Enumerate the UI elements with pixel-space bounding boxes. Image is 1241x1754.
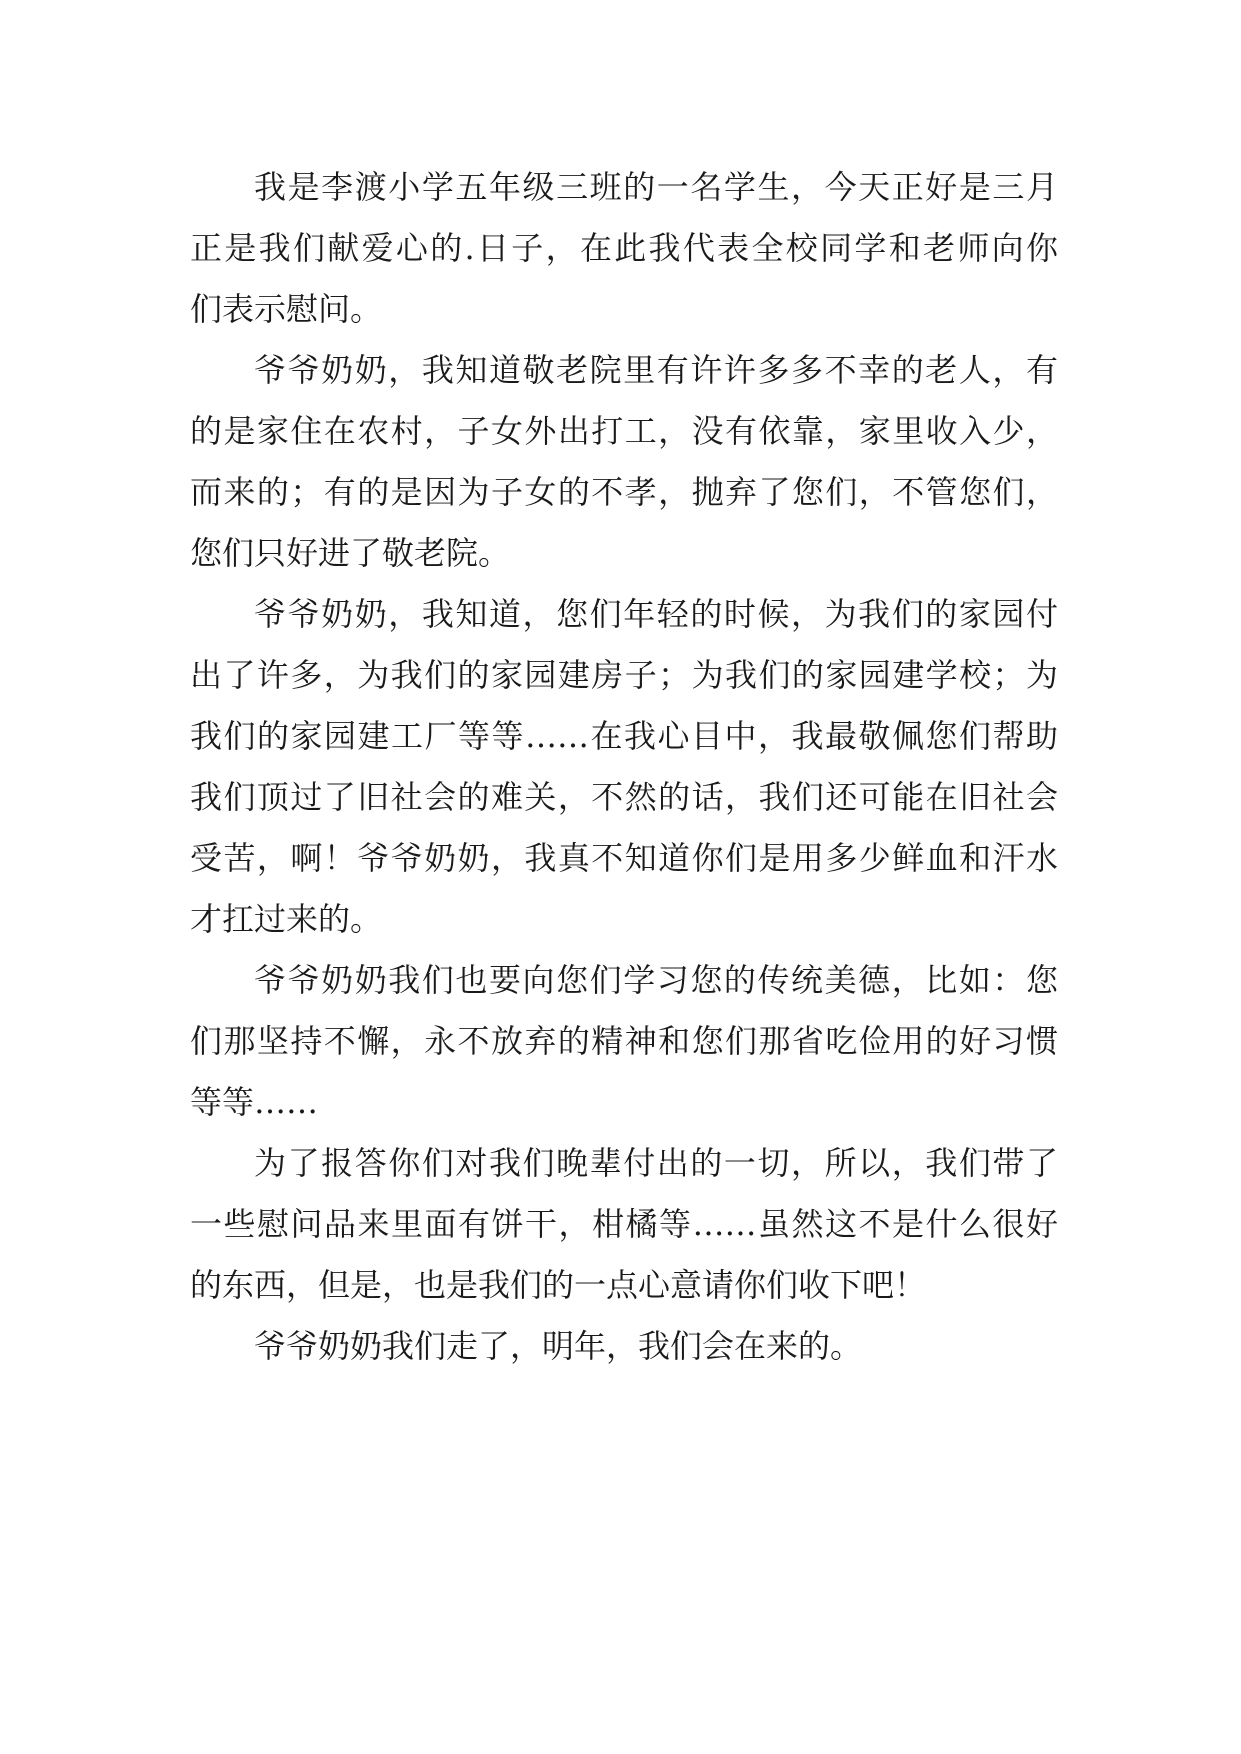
- text-line: 您们只好进了敬老院。: [190, 534, 511, 572]
- text-line: 们表示慰问。: [190, 290, 383, 328]
- text-line: 我是李渡小学五年级三班的一名学生，今天正好是三月: [254, 168, 1058, 206]
- letter-body: [190, 157, 1058, 1377]
- text-line: 等等……: [190, 1083, 319, 1121]
- text-line: 出了许多，为我们的家园建房子；为我们的家园建学校；为: [190, 656, 1058, 694]
- text-line: 受苦，啊！爷爷奶奶，我真不知道你们是用多少鲜血和汗水: [190, 839, 1058, 877]
- paragraph-3: [190, 584, 1058, 950]
- paragraph-2: [190, 340, 1058, 584]
- paragraph-1: [190, 157, 1058, 340]
- text-line: 的东西，但是，也是我们的一点心意请你们收下吧！: [190, 1266, 927, 1304]
- text-line: 们那坚持不懈，永不放弃的精神和您们那省吃俭用的好习惯: [190, 1022, 1058, 1060]
- text-line: 我们顶过了旧社会的难关，不然的话，我们还可能在旧社会: [190, 778, 1058, 816]
- text-line: 爷爷奶奶我们走了，明年，我们会在来的。: [254, 1327, 863, 1365]
- text-line: 爷爷奶奶我们也要向您们学习您的传统美德，比如：您: [254, 961, 1058, 999]
- text-line: 爷爷奶奶，我知道敬老院里有许许多多不幸的老人，有: [254, 351, 1058, 389]
- text-line: 才扛过来的。: [190, 900, 383, 938]
- text-line: 正是我们献爱心的.日子，在此我代表全校同学和老师向你: [190, 229, 1058, 267]
- paragraph-4: [190, 950, 1058, 1133]
- paragraph-5: [190, 1133, 1058, 1316]
- paragraph-6: [190, 1316, 1058, 1377]
- text-line: 的是家住在农村，子女外出打工，没有依靠，家里收入少，: [190, 412, 1058, 450]
- text-line: 而来的；有的是因为子女的不孝，抛弃了您们，不管您们，: [190, 473, 1058, 511]
- text-line: 爷爷奶奶，我知道，您们年轻的时候，为我们的家园付: [254, 595, 1058, 633]
- text-line: 一些慰问品来里面有饼干，柑橘等……虽然这不是什么很好: [190, 1205, 1058, 1243]
- text-line: 为了报答你们对我们晚辈付出的一切，所以，我们带了: [254, 1144, 1058, 1182]
- text-line: 我们的家园建工厂等等……在我心目中，我最敬佩您们帮助: [190, 717, 1058, 755]
